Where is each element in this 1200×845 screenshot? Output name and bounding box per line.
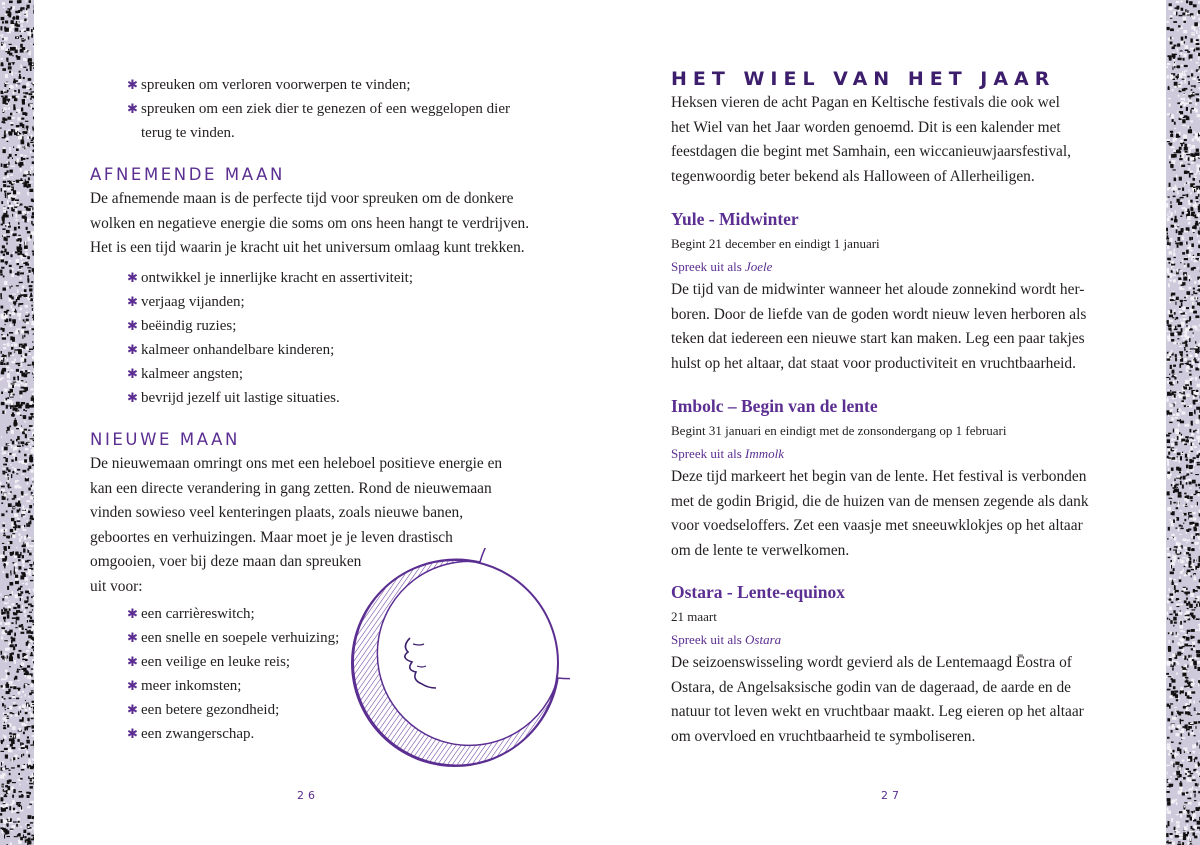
festival-pronunciation: Spreek uit als Immolk: [671, 446, 785, 461]
list-item: ✱ spreuken om verloren voorwerpen te vinden;: [127, 73, 567, 97]
list-item: ✱ kalmeer angsten;: [127, 362, 547, 386]
bullet-star-icon: ✱: [127, 390, 138, 405]
festival-title: Ostara - Lente-equinox: [671, 582, 846, 602]
text-line: wolken en negatieve energie die soms om ons heen hangt te verdrijven.: [90, 214, 530, 232]
left-speckle-edge: [0, 0, 34, 845]
list-item: ✱ een betere gezondheid;: [127, 698, 387, 722]
text-line: het Wiel van het Jaar worden genoemd. Dit is een kalender met: [671, 118, 1061, 136]
text-line: boren. Door de liefde van de goden wordt nieuw leven herboren als: [671, 305, 1087, 323]
bullet-star-icon: ✱: [127, 702, 138, 717]
bullet-star-icon: ✱: [127, 654, 138, 669]
text-line: met de godin Brigid, die de huizen van de mensen zegende als dank: [671, 492, 1089, 510]
festival-yule: [671, 207, 1161, 376]
bullet-star-icon: ✱: [127, 77, 138, 92]
bullet-star-icon: ✱: [127, 606, 138, 621]
festival-pronunciation: Spreek uit als Ostara: [671, 632, 782, 647]
festival-date: 21 maart: [671, 609, 717, 624]
text-line: teken dat iedereen een nieuwe start kan maken. Leg een paar takjes: [671, 330, 1085, 347]
text-line: Heksen vieren de acht Pagan en Keltische festivals die ook wel: [671, 94, 1060, 111]
text-line: geboortes en verhuizingen. Maar moet je je leven drastisch: [90, 528, 453, 546]
text-line: De nieuwemaan omringt ons met een heleboel positieve energie en: [90, 455, 503, 472]
left-page: [34, 0, 600, 845]
bullet-star-icon: ✱: [127, 678, 138, 693]
bullet-star-icon: ✱: [127, 101, 138, 116]
festival-pronunciation: Spreek uit als Joele: [671, 259, 773, 274]
text-line: omgooien, voer bij deze maan dan spreuken: [90, 553, 362, 570]
new-moon-heading: NIEUWE MAAN: [90, 430, 240, 449]
list-item: ✱ een veilige en leuke reis;: [127, 650, 387, 674]
text-line: vinden sowieso veel kenteringen plaats, zoals nieuwe banen,: [90, 504, 464, 521]
text-line: De tijd van de midwinter wanneer het aloude zonnekind wordt her-: [671, 281, 1085, 298]
text-line: Het is een tijd waarin je kracht uit het universum omlaag kunt trekken.: [90, 239, 525, 256]
festival-title: Imbolc – Begin van de lente: [671, 396, 878, 416]
text-line: De afnemende maan is de perfecte tijd voor spreuken om de donkere: [90, 190, 514, 207]
list-item: ✱ spreuken om een ziek dier te genezen of een weggelopen dier: [127, 97, 567, 121]
bullet-star-icon: ✱: [127, 342, 138, 357]
text-line: hulst op het altaar, dat staat voor productiviteit en vruchtbaarheid.: [671, 354, 1076, 372]
text-line: om overvloed en vruchtbaarheid te symboliseren.: [671, 727, 976, 745]
list-item: ✱ verjaag vijanden;: [127, 290, 547, 314]
list-item: ✱ een snelle en soepele verhuizing;: [127, 626, 387, 650]
list-item: ✱ meer inkomsten;: [127, 674, 387, 698]
list-item: ✱ kalmeer onhandelbare kinderen;: [127, 338, 547, 362]
text-line: De seizoenswisseling wordt gevierd als de Lentemaagd Ēostra of: [671, 654, 1072, 671]
festival-description: [671, 278, 1161, 376]
page-number: 27: [881, 789, 903, 802]
text-line: kan een directe verandering in gang zetten. Rond de nieuwemaan: [90, 479, 492, 497]
list-item: ✱ een zwangerschap.: [127, 722, 387, 746]
text-line: natuur tot leven wekt en vruchtbaar maakt. Leg eieren op het altaar: [671, 703, 1084, 720]
festival-imbolc: [671, 394, 1161, 563]
festival-date: Begint 21 december en eindigt 1 januari: [671, 236, 880, 251]
bullet-star-icon: ✱: [127, 294, 138, 309]
bullet-star-icon: ✱: [127, 630, 138, 645]
list-item: ✱ beëindig ruzies;: [127, 314, 547, 338]
right-speckle-edge: [1166, 0, 1200, 845]
list-item: ✱ ontwikkel je innerlijke kracht en assertiviteit;: [127, 266, 547, 290]
text-line: Ostara, de Angelsaksische godin van de dageraad, de aarde en de: [671, 678, 1071, 696]
bullet-star-icon: ✱: [127, 726, 138, 741]
text-line: uit voor:: [90, 577, 143, 595]
page-number: 26: [297, 789, 319, 802]
top-bullet-list: [127, 73, 567, 145]
festival-ostara: [671, 580, 1161, 749]
waning-bullet-list: [127, 266, 547, 410]
waning-moon-paragraph: [90, 187, 590, 261]
wheel-of-year-heading: HET WIEL VAN HET JAAR: [671, 68, 1056, 90]
festival-title: Yule - Midwinter: [671, 209, 799, 229]
bullet-star-icon: ✱: [127, 270, 138, 285]
festival-date: Begint 31 januari en eindigt met de zonsondergang op 1 februari: [671, 423, 1007, 438]
text-line: voor voedseloffers. Zet een vaasje met sneeuwklokjes op het altaar: [671, 517, 1083, 534]
text-line: tegenwoordig beter bekend als Halloween of Allerheiligen.: [671, 167, 1035, 185]
text-line: Deze tijd markeert het begin van de lente. Het festival is verbonden: [671, 468, 1087, 485]
text-line: om de lente te verwelkomen.: [671, 541, 850, 559]
waning-moon-heading: AFNEMENDE MAAN: [90, 165, 285, 184]
text-line: feestdagen die begint met Samhain, een wiccanieuwjaarsfestival,: [671, 143, 1071, 160]
list-item-continuation: terug te vinden.: [141, 125, 235, 141]
bullet-star-icon: ✱: [127, 366, 138, 381]
bullet-star-icon: ✱: [127, 318, 138, 333]
right-page: [600, 0, 1166, 845]
list-item: ✱ bevrijd jezelf uit lastige situaties.: [127, 386, 547, 410]
list-item: ✱ een carrièreswitch;: [127, 602, 387, 626]
festival-description: [671, 651, 1161, 749]
crescent-moon-face-icon: [340, 548, 570, 778]
festival-description: [671, 465, 1161, 563]
intro-paragraph: [671, 91, 1161, 189]
